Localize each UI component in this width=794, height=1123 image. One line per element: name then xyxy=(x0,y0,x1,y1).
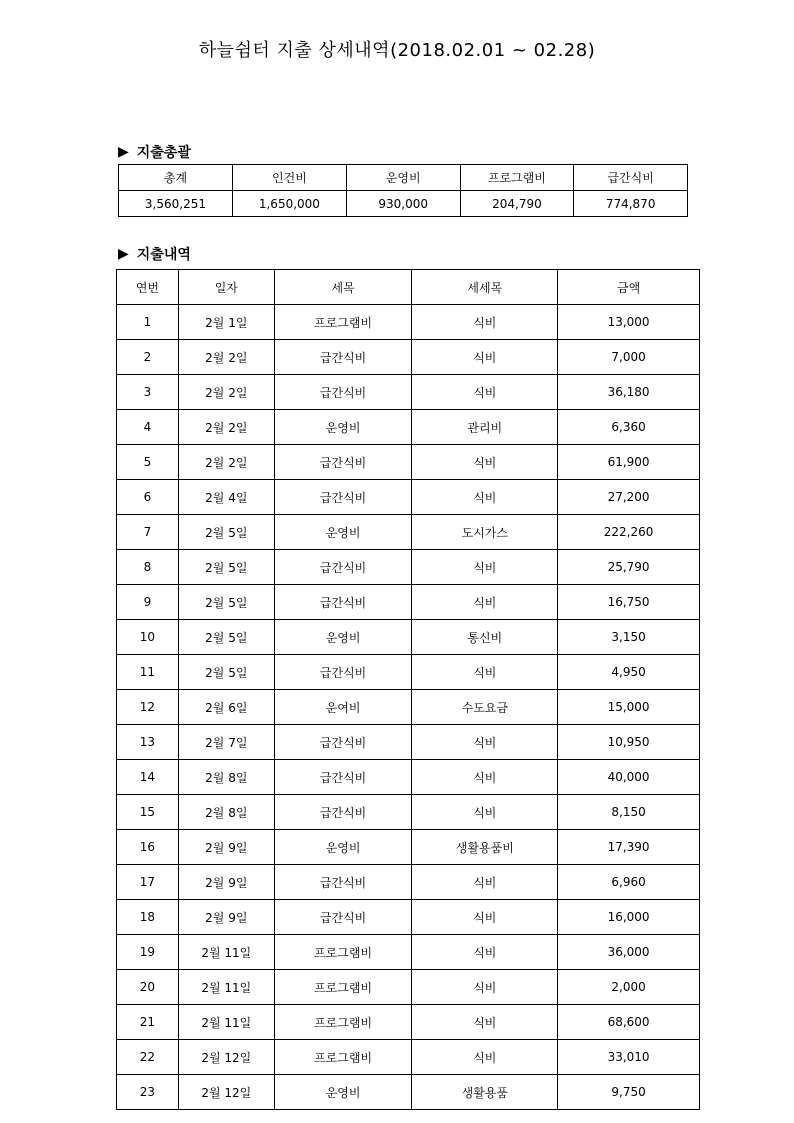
table-row xyxy=(117,550,700,585)
table-row xyxy=(117,1005,700,1040)
category-cell: 운영비 xyxy=(274,1075,412,1110)
amount-cell: 4,950 xyxy=(558,655,700,690)
subcategory-cell: 식비 xyxy=(412,760,558,795)
row-number-cell: 14 xyxy=(117,760,179,795)
summary-value-cell: 204,790 xyxy=(460,191,574,217)
detail-header-cell: 세목 xyxy=(274,270,412,305)
category-cell: 급간식비 xyxy=(274,480,412,515)
row-number-cell: 7 xyxy=(117,515,179,550)
detail-header-cell: 세세목 xyxy=(412,270,558,305)
amount-cell: 10,950 xyxy=(558,725,700,760)
row-number-cell: 18 xyxy=(117,900,179,935)
row-number-cell: 9 xyxy=(117,585,179,620)
row-number-cell: 8 xyxy=(117,550,179,585)
subcategory-cell: 식비 xyxy=(412,970,558,1005)
row-number-cell: 5 xyxy=(117,445,179,480)
category-cell: 급간식비 xyxy=(274,585,412,620)
summary-header-cell: 프로그램비 xyxy=(460,165,574,191)
subcategory-cell: 관리비 xyxy=(412,410,558,445)
row-number-cell: 17 xyxy=(117,865,179,900)
detail-heading-label: 지출내역 xyxy=(136,247,191,263)
subcategory-cell: 식비 xyxy=(412,375,558,410)
category-cell: 급간식비 xyxy=(274,760,412,795)
summary-header-cell: 총계 xyxy=(119,165,233,191)
date-cell: 2월 5일 xyxy=(178,620,274,655)
date-cell: 2월 1일 xyxy=(178,305,274,340)
category-cell: 급간식비 xyxy=(274,445,412,480)
table-row xyxy=(117,340,700,375)
date-cell: 2월 2일 xyxy=(178,410,274,445)
date-cell: 2월 7일 xyxy=(178,725,274,760)
detail-header-row xyxy=(117,270,700,305)
category-cell: 프로그램비 xyxy=(274,970,412,1005)
detail-header-cell: 금액 xyxy=(558,270,700,305)
summary-table xyxy=(118,164,688,217)
amount-cell: 16,000 xyxy=(558,900,700,935)
category-cell: 운영비 xyxy=(274,830,412,865)
category-cell: 운영비 xyxy=(274,515,412,550)
row-number-cell: 11 xyxy=(117,655,179,690)
detail-header-cell: 연번 xyxy=(117,270,179,305)
category-cell: 급간식비 xyxy=(274,550,412,585)
table-row xyxy=(117,585,700,620)
subcategory-cell: 생활용품비 xyxy=(412,830,558,865)
subcategory-cell: 식비 xyxy=(412,305,558,340)
row-number-cell: 4 xyxy=(117,410,179,445)
amount-cell: 2,000 xyxy=(558,970,700,1005)
category-cell: 급간식비 xyxy=(274,375,412,410)
detail-header-cell: 일자 xyxy=(178,270,274,305)
amount-cell: 8,150 xyxy=(558,795,700,830)
amount-cell: 3,150 xyxy=(558,620,700,655)
subcategory-cell: 식비 xyxy=(412,1005,558,1040)
amount-cell: 33,010 xyxy=(558,1040,700,1075)
row-number-cell: 2 xyxy=(117,340,179,375)
table-row xyxy=(117,830,700,865)
row-number-cell: 23 xyxy=(117,1075,179,1110)
date-cell: 2월 12일 xyxy=(178,1040,274,1075)
summary-value-cell: 3,560,251 xyxy=(119,191,233,217)
summary-header-cell: 운영비 xyxy=(346,165,460,191)
date-cell: 2월 11일 xyxy=(178,970,274,1005)
amount-cell: 9,750 xyxy=(558,1075,700,1110)
category-cell: 운영비 xyxy=(274,410,412,445)
date-cell: 2월 4일 xyxy=(178,480,274,515)
table-row xyxy=(117,655,700,690)
table-row xyxy=(117,375,700,410)
amount-cell: 40,000 xyxy=(558,760,700,795)
category-cell: 프로그램비 xyxy=(274,1005,412,1040)
row-number-cell: 16 xyxy=(117,830,179,865)
table-row xyxy=(117,760,700,795)
subcategory-cell: 수도요금 xyxy=(412,690,558,725)
table-row xyxy=(117,900,700,935)
row-number-cell: 6 xyxy=(117,480,179,515)
subcategory-cell: 식비 xyxy=(412,1040,558,1075)
summary-header-cell: 급간식비 xyxy=(574,165,688,191)
subcategory-cell: 식비 xyxy=(412,445,558,480)
date-cell: 2월 9일 xyxy=(178,900,274,935)
table-row xyxy=(117,410,700,445)
category-cell: 급간식비 xyxy=(274,725,412,760)
subcategory-cell: 식비 xyxy=(412,795,558,830)
amount-cell: 7,000 xyxy=(558,340,700,375)
amount-cell: 36,180 xyxy=(558,375,700,410)
summary-header-row xyxy=(119,165,688,191)
date-cell: 2월 2일 xyxy=(178,340,274,375)
subcategory-cell: 식비 xyxy=(412,900,558,935)
row-number-cell: 21 xyxy=(117,1005,179,1040)
subcategory-cell: 도시가스 xyxy=(412,515,558,550)
table-row xyxy=(117,515,700,550)
amount-cell: 61,900 xyxy=(558,445,700,480)
date-cell: 2월 11일 xyxy=(178,935,274,970)
amount-cell: 27,200 xyxy=(558,480,700,515)
subcategory-cell: 통신비 xyxy=(412,620,558,655)
row-number-cell: 3 xyxy=(117,375,179,410)
category-cell: 프로그램비 xyxy=(274,305,412,340)
page-title: 하늘쉼터 지출 상세내역(2018.02.01 ~ 02.28) xyxy=(198,40,596,61)
table-row xyxy=(117,1040,700,1075)
row-number-cell: 15 xyxy=(117,795,179,830)
amount-cell: 13,000 xyxy=(558,305,700,340)
category-cell: 급간식비 xyxy=(274,655,412,690)
summary-heading-label: 지출총괄 xyxy=(136,145,191,161)
date-cell: 2월 5일 xyxy=(178,550,274,585)
category-cell: 운영비 xyxy=(274,620,412,655)
category-cell: 프로그램비 xyxy=(274,1040,412,1075)
triangle-bullet-icon: ▶ xyxy=(118,246,129,262)
row-number-cell: 19 xyxy=(117,935,179,970)
subcategory-cell: 식비 xyxy=(412,585,558,620)
row-number-cell: 20 xyxy=(117,970,179,1005)
row-number-cell: 13 xyxy=(117,725,179,760)
subcategory-cell: 식비 xyxy=(412,865,558,900)
row-number-cell: 22 xyxy=(117,1040,179,1075)
table-row xyxy=(117,1075,700,1110)
date-cell: 2월 5일 xyxy=(178,655,274,690)
row-number-cell: 12 xyxy=(117,690,179,725)
date-cell: 2월 5일 xyxy=(178,515,274,550)
date-cell: 2월 5일 xyxy=(178,585,274,620)
category-cell: 급간식비 xyxy=(274,900,412,935)
summary-value-cell: 930,000 xyxy=(346,191,460,217)
summary-value-cell: 774,870 xyxy=(574,191,688,217)
date-cell: 2월 2일 xyxy=(178,375,274,410)
amount-cell: 36,000 xyxy=(558,935,700,970)
category-cell: 급간식비 xyxy=(274,865,412,900)
amount-cell: 17,390 xyxy=(558,830,700,865)
subcategory-cell: 식비 xyxy=(412,480,558,515)
category-cell: 급간식비 xyxy=(274,340,412,375)
subcategory-cell: 생활용품 xyxy=(412,1075,558,1110)
category-cell: 급간식비 xyxy=(274,795,412,830)
summary-header-cell: 인건비 xyxy=(232,165,346,191)
subcategory-cell: 식비 xyxy=(412,340,558,375)
amount-cell: 6,960 xyxy=(558,865,700,900)
table-row xyxy=(117,690,700,725)
amount-cell: 222,260 xyxy=(558,515,700,550)
table-row xyxy=(117,620,700,655)
amount-cell: 68,600 xyxy=(558,1005,700,1040)
date-cell: 2월 6일 xyxy=(178,690,274,725)
summary-value-cell: 1,650,000 xyxy=(232,191,346,217)
table-row xyxy=(117,935,700,970)
date-cell: 2월 2일 xyxy=(178,445,274,480)
row-number-cell: 10 xyxy=(117,620,179,655)
date-cell: 2월 12일 xyxy=(178,1075,274,1110)
table-row xyxy=(117,795,700,830)
detail-section-heading xyxy=(118,244,191,264)
triangle-bullet-icon: ▶ xyxy=(118,144,129,160)
date-cell: 2월 9일 xyxy=(178,830,274,865)
summary-section-heading xyxy=(118,142,191,162)
subcategory-cell: 식비 xyxy=(412,725,558,760)
table-row xyxy=(117,970,700,1005)
row-number-cell: 1 xyxy=(117,305,179,340)
category-cell: 프로그램비 xyxy=(274,935,412,970)
amount-cell: 16,750 xyxy=(558,585,700,620)
subcategory-cell: 식비 xyxy=(412,550,558,585)
table-row xyxy=(117,480,700,515)
amount-cell: 25,790 xyxy=(558,550,700,585)
table-row xyxy=(117,865,700,900)
amount-cell: 15,000 xyxy=(558,690,700,725)
date-cell: 2월 9일 xyxy=(178,865,274,900)
detail-table xyxy=(116,269,700,1110)
summary-value-row xyxy=(119,191,688,217)
date-cell: 2월 11일 xyxy=(178,1005,274,1040)
date-cell: 2월 8일 xyxy=(178,795,274,830)
subcategory-cell: 식비 xyxy=(412,935,558,970)
date-cell: 2월 8일 xyxy=(178,760,274,795)
table-row xyxy=(117,305,700,340)
table-row xyxy=(117,445,700,480)
table-row xyxy=(117,725,700,760)
category-cell: 운여비 xyxy=(274,690,412,725)
subcategory-cell: 식비 xyxy=(412,655,558,690)
amount-cell: 6,360 xyxy=(558,410,700,445)
